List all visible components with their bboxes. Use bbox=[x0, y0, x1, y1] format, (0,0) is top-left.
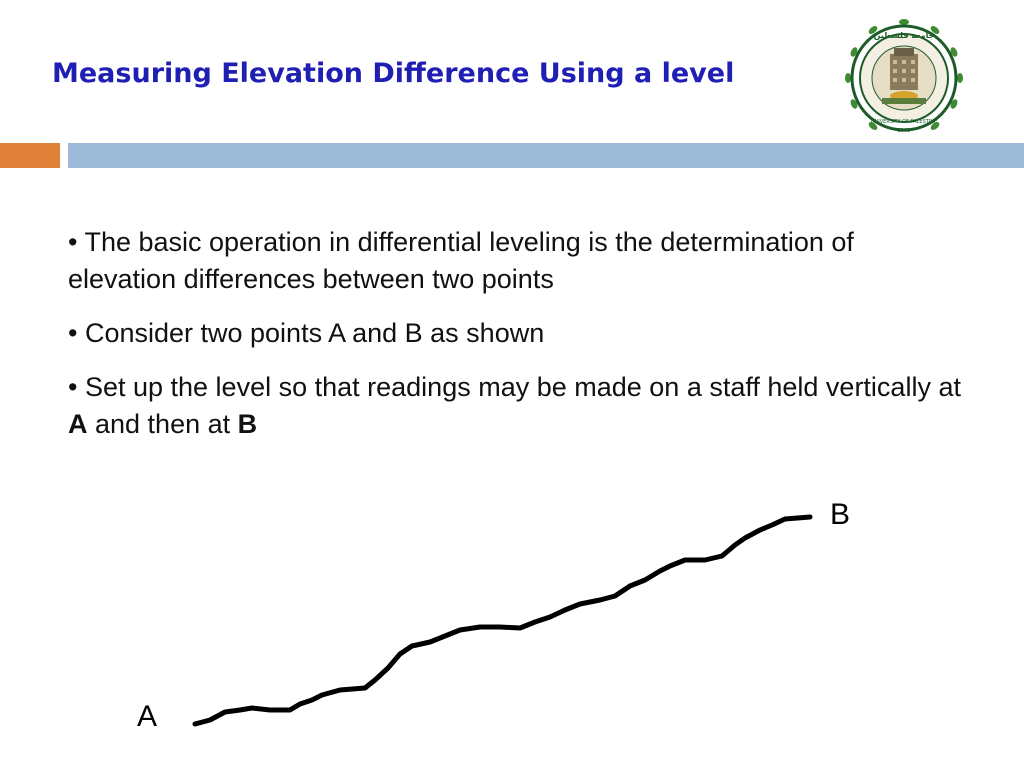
bullet-item: • Consider two points A and B as shown bbox=[68, 318, 545, 348]
slide-title: Measuring Elevation Difference Using a level bbox=[52, 58, 735, 89]
bullet-text: and then at bbox=[87, 409, 238, 439]
bullet-text: • Set up the level so that readings may be made on a staff held vertically at bbox=[68, 372, 961, 402]
point-a-label: A bbox=[137, 700, 158, 733]
point-a-bold: A bbox=[68, 409, 88, 439]
point-b-bold: B bbox=[237, 409, 258, 439]
logo-arabic-text: جامعة فلسطين bbox=[873, 31, 935, 40]
ground-profile-line bbox=[195, 517, 810, 724]
logo-english-text: UNIVERSITY OF PALESTINE bbox=[870, 119, 938, 125]
bullet-item: • The basic operation in differential leveling is the determination of elevation differences between two points bbox=[68, 227, 854, 294]
logo-year: 2003 bbox=[897, 128, 911, 134]
point-b-label: B bbox=[830, 498, 851, 531]
